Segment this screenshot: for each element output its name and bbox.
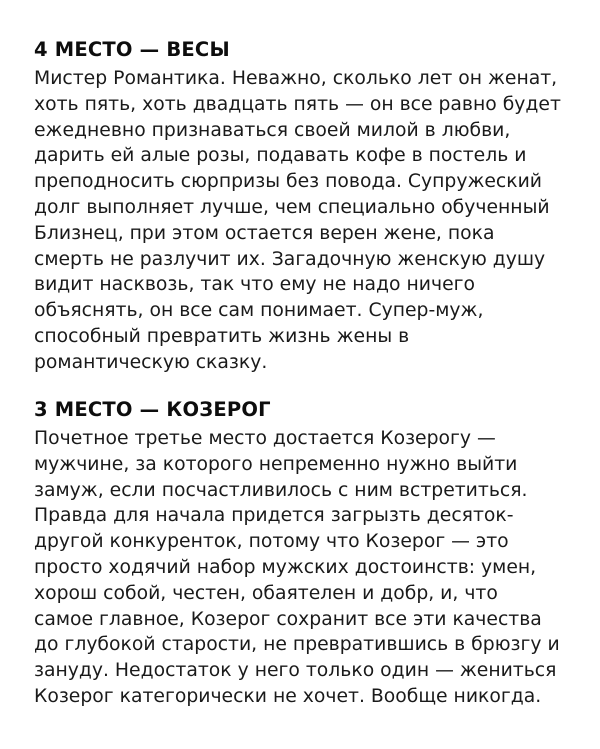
section-capricorn — [34, 398, 582, 710]
text-line: хорош собой, честен, обаятелен и добр, и, что — [34, 582, 498, 604]
section-heading: 4 МЕСТО — ВЕСЫ — [34, 38, 230, 61]
text-line: зануду. Недостаток у него только один — жениться — [34, 660, 557, 682]
text-line: самое главное, Козерог сохранит все эти качества — [34, 608, 542, 630]
text-line: смерть не разлучит их. Загадочную женскую душу — [34, 248, 546, 270]
section-libra — [34, 38, 582, 376]
text-line: мужчине, за которого непременно нужно выйти — [34, 453, 518, 475]
text-line: Мистер Романтика. Неважно, сколько лет он женат, — [34, 68, 558, 89]
text-line: хоть пять, хоть двадцать пять — он все равно будет — [34, 93, 561, 115]
section-heading: 3 МЕСТО — КОЗЕРОГ — [34, 398, 271, 421]
text-line: Близнец, при этом остается верен жене, пока — [34, 222, 495, 244]
text-line: до глубокой старости, не превратившись в брюзгу и — [34, 634, 560, 656]
text-line: видит насквозь, так что ему не надо ничего — [34, 274, 475, 296]
text-line: дарить ей алые розы, подавать кофе в постель и — [34, 145, 527, 167]
section-body — [34, 66, 582, 376]
text-line: ежедневно признаваться своей милой в любви, — [34, 119, 511, 141]
text-line: просто ходячий набор мужских достоинств: умен, — [34, 556, 537, 578]
text-line: Козерог категорически не хочет. Вообще никогда. — [34, 685, 542, 707]
section-body — [34, 426, 582, 710]
text-line: романтическую сказку. — [34, 351, 268, 373]
text-line: долг выполняет лучше, чем специально обученный — [34, 196, 550, 218]
text-line: Правда для начала придется загрызть десяток- — [34, 505, 514, 527]
text-line: преподносить сюрпризы без повода. Супружеский — [34, 171, 543, 193]
text-line: замуж, если посчастливилось с ним встретиться. — [34, 479, 528, 501]
text-line: способный превратить жизнь жены в — [34, 325, 410, 347]
text-line: другой конкуренток, потому что Козерог — это — [34, 531, 509, 553]
text-line: объяснять, он все сам понимает. Супер-муж, — [34, 300, 484, 322]
text-line: Почетное третье место достается Козерогу — — [34, 428, 496, 449]
